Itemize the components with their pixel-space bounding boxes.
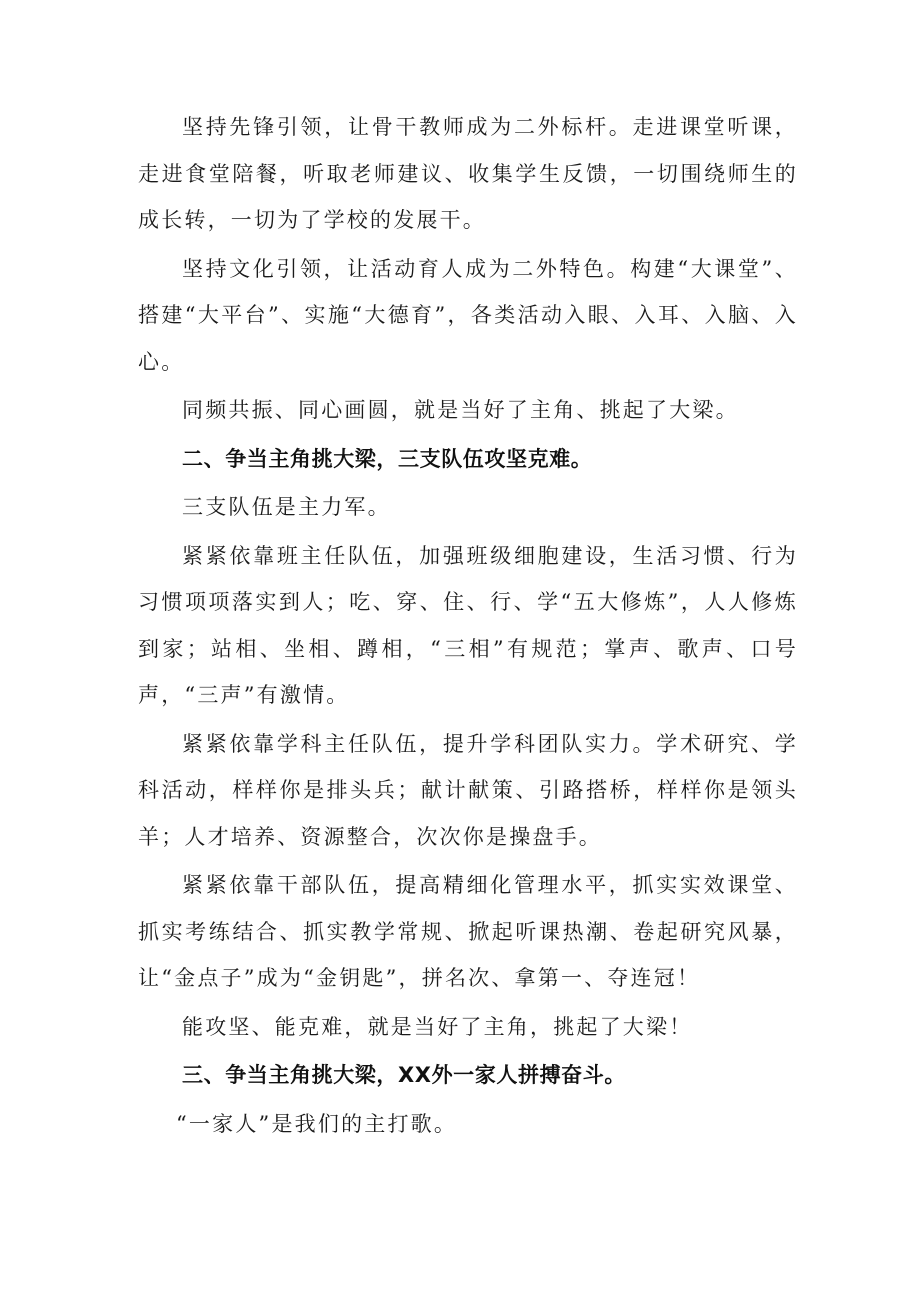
paragraph-subject-heads: 紧紧依靠学科主任队伍，提升学科团队实力。学术研究、学科活动，样样你是排头兵；献计献策、引路搭桥，样样你是领头羊；人才培养、资源整合，次次你是操盘手。 <box>138 731 798 849</box>
paragraph-three-teams: 三支队伍是主力军。 <box>182 495 391 519</box>
paragraph-resonance: 同频共振、同心画圆，就是当好了主角、挑起了大梁。 <box>182 398 739 422</box>
paragraph-cadres: 紧紧依靠干部队伍，提高精细化管理水平，抓实实效课堂、抓实考练结合、抓实教学常规、掀起听课热潮、卷起研究风暴，让“金点子”成为“金钥匙”，拼名次、拿第一、夺连冠！ <box>138 873 798 990</box>
paragraph-pioneer-leadership: 坚持先锋引领，让骨干教师成为二外标杆。走进课堂听课，走进食堂陪餐，听取老师建议、收集学生反馈，一切围绕师生的成长转，一切为了学校的发展干。 <box>138 115 798 232</box>
section-heading-two: 二、争当主角挑大梁，三支队伍攻坚克难。 <box>182 446 593 471</box>
paragraph-overcome: 能攻坚、能克难，就是当好了主角，挑起了大梁！ <box>182 1014 693 1039</box>
paragraph-head-teachers: 紧紧依靠班主任队伍，加强班级细胞建设，生活习惯、行为习惯项项落实到人；吃、穿、住、行、学“五大修炼”，人人修炼到家；站相、坐相、蹲相，“三相”有规范；掌声、歌声、口号声，“三声”有激情。 <box>138 543 798 707</box>
section-heading-three: 三、争当主角挑大梁，XX外一家人拼搏奋斗。 <box>182 1063 626 1087</box>
paragraph-one-family: “一家人”是我们的主打歌。 <box>176 1111 458 1136</box>
document-body <box>138 104 798 1147</box>
paragraph-culture-leadership: 坚持文化引领，让活动育人成为二外特色。构建“大课堂”、搭建“大平台”、实施“大德育”，各类活动入眼、入耳、入脑、入心。 <box>138 256 798 374</box>
